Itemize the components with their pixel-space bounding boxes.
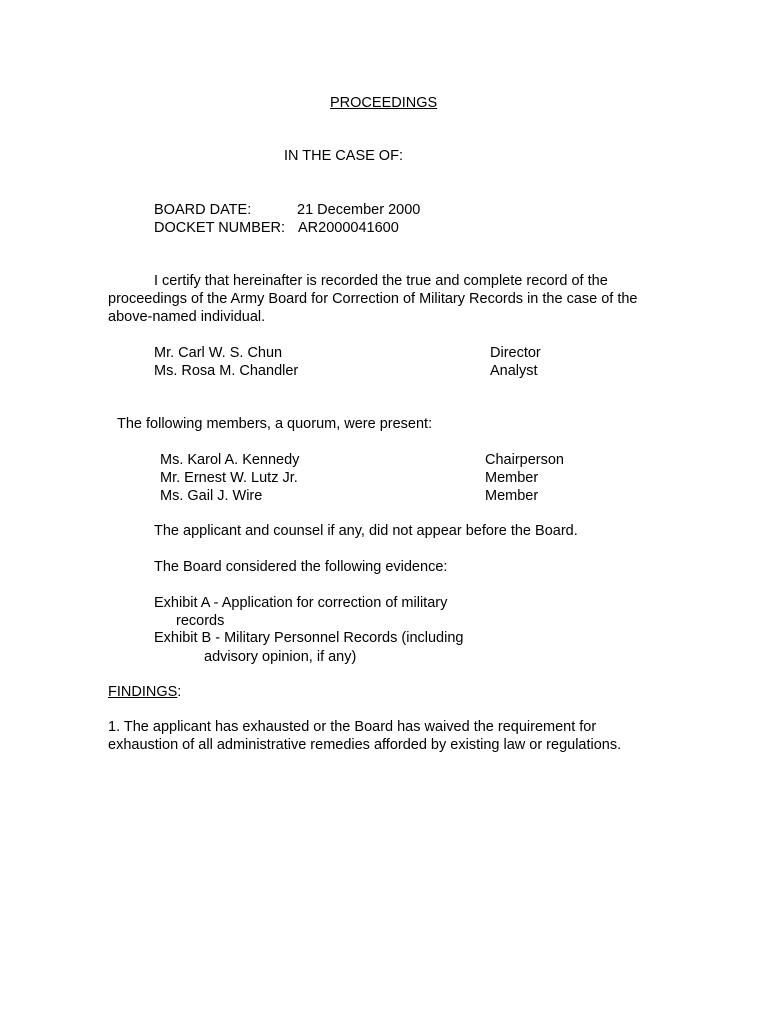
staff-name: Mr. Carl W. S. Chun (154, 345, 283, 361)
findings-heading-colon: : (177, 684, 182, 700)
finding-line: exhaustion of all administrative remedies afforded by existing law or regulations. (108, 737, 622, 753)
staff-role: Analyst (490, 363, 538, 379)
docket-number-label: DOCKET NUMBER: (154, 220, 286, 236)
docket-number-value: AR2000041600 (298, 220, 399, 236)
certification-paragraph (108, 272, 668, 326)
finding-item-1 (108, 718, 668, 754)
findings-heading-text: FINDINGS (108, 684, 178, 700)
staff-role: Director (490, 345, 541, 361)
member-role: Member (485, 488, 539, 504)
findings-heading (108, 683, 181, 701)
exhibit-a: Exhibit A - Application for correction of military (154, 595, 448, 611)
finding-line: 1. The applicant has exhausted or the Board has waived the requirement for (108, 719, 597, 735)
certification-line: I certify that hereinafter is recorded the true and complete record of the (154, 273, 608, 289)
quorum-statement: The following members, a quorum, were present: (117, 416, 433, 432)
document-title: PROCEEDINGS (330, 95, 438, 111)
member-name: Ms. Karol A. Kennedy (160, 452, 300, 468)
exhibit-b: Exhibit B - Military Personnel Records (including (154, 630, 464, 646)
board-date-label: BOARD DATE: (154, 202, 252, 218)
appearance-statement: The applicant and counsel if any, did not appear before the Board. (154, 523, 578, 539)
certification-line: proceedings of the Army Board for Correction of Military Records in the case of the (108, 291, 638, 307)
member-name: Mr. Ernest W. Lutz Jr. (160, 470, 298, 486)
member-name: Ms. Gail J. Wire (160, 488, 263, 504)
case-of-heading: IN THE CASE OF: (284, 148, 403, 164)
member-role: Chairperson (485, 452, 564, 468)
exhibit-b-continuation: advisory opinion, if any) (204, 649, 357, 665)
certification-line: above-named individual. (108, 309, 266, 325)
exhibit-a-continuation: records (176, 613, 225, 629)
staff-name: Ms. Rosa M. Chandler (154, 363, 299, 379)
member-role: Member (485, 470, 539, 486)
evidence-intro: The Board considered the following evidence: (154, 559, 448, 575)
board-date-value: 21 December 2000 (297, 202, 421, 218)
